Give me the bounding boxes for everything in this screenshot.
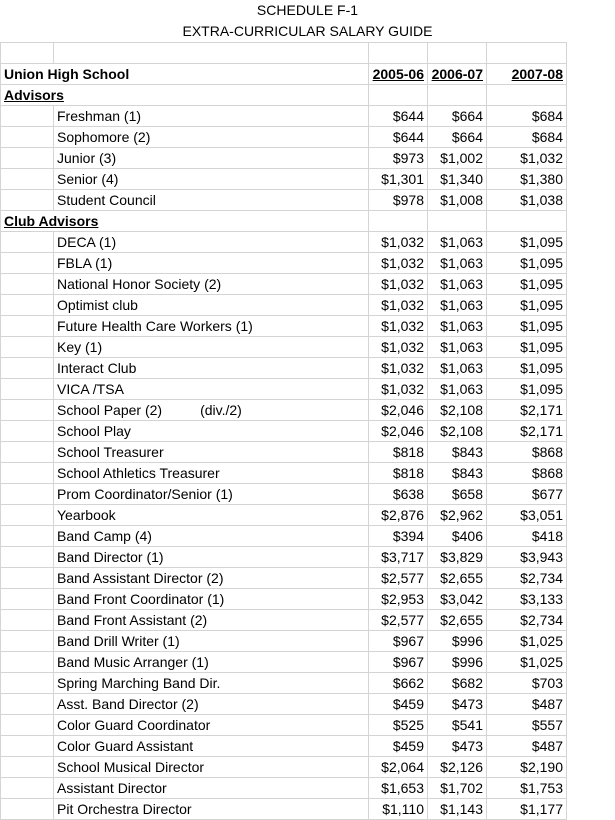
salary-value[interactable]: $684: [487, 106, 567, 127]
position-label[interactable]: [54, 295, 369, 316]
table-row: [1, 253, 567, 274]
salary-value[interactable]: $818: [369, 442, 428, 463]
salary-value[interactable]: $2,064: [369, 757, 428, 778]
year-header[interactable]: 2005-06: [369, 64, 428, 85]
salary-value[interactable]: $418: [487, 526, 567, 547]
position-label[interactable]: [54, 631, 369, 652]
salary-value[interactable]: $967: [369, 652, 428, 673]
position-label[interactable]: [54, 337, 369, 358]
salary-value[interactable]: $1,653: [369, 778, 428, 799]
cell[interactable]: [1, 337, 54, 358]
salary-value[interactable]: $1,025: [487, 652, 567, 673]
position-label[interactable]: [54, 379, 369, 400]
salary-value[interactable]: $473: [428, 736, 487, 757]
salary-value[interactable]: $1,143: [428, 799, 487, 820]
position-label[interactable]: [54, 736, 369, 757]
table-row: [1, 463, 567, 484]
salary-value[interactable]: $2,171: [487, 400, 567, 421]
salary-value[interactable]: $3,829: [428, 547, 487, 568]
schedule-title: SCHEDULE F-1: [256, 2, 359, 18]
cell[interactable]: [1, 442, 54, 463]
salary-value[interactable]: $406: [428, 526, 487, 547]
salary-value[interactable]: $1,063: [428, 316, 487, 337]
position-label[interactable]: [54, 505, 369, 526]
salary-value[interactable]: $1,095: [487, 274, 567, 295]
schedule-subtitle: EXTRA-CURRICULAR SALARY GUIDE: [182, 23, 433, 39]
table-row: [1, 757, 567, 778]
table-row: [1, 400, 567, 421]
position-name: Student Council: [57, 192, 156, 208]
salary-value[interactable]: $1,032: [487, 148, 567, 169]
position-label[interactable]: [54, 421, 369, 442]
salary-value[interactable]: $967: [369, 631, 428, 652]
salary-value[interactable]: $868: [487, 442, 567, 463]
position-name: School Paper (2): [57, 402, 163, 418]
table-row: [1, 442, 567, 463]
salary-value[interactable]: $2,171: [487, 421, 567, 442]
position-name: Color Guard Coordinator: [57, 717, 211, 733]
salary-value[interactable]: $658: [428, 484, 487, 505]
cell[interactable]: [1, 358, 54, 379]
salary-value[interactable]: $3,943: [487, 547, 567, 568]
cell[interactable]: [1, 505, 54, 526]
position-label[interactable]: [54, 547, 369, 568]
salary-value[interactable]: $1,063: [428, 358, 487, 379]
salary-value[interactable]: $1,177: [487, 799, 567, 820]
cell[interactable]: [1, 484, 54, 505]
position-name: Sophomore (2): [57, 129, 151, 145]
cell[interactable]: [1, 295, 54, 316]
table-row: [1, 589, 567, 610]
cell[interactable]: [1, 736, 54, 757]
salary-value[interactable]: $843: [428, 442, 487, 463]
cell[interactable]: [1, 631, 54, 652]
cell[interactable]: [1, 547, 54, 568]
salary-value[interactable]: $2,577: [369, 610, 428, 631]
salary-value[interactable]: $525: [369, 715, 428, 736]
position-label[interactable]: [54, 778, 369, 799]
salary-value[interactable]: $2,876: [369, 505, 428, 526]
position-name: Future Health Care Workers (1): [57, 318, 253, 334]
salary-value[interactable]: $1,702: [428, 778, 487, 799]
salary-value[interactable]: $868: [487, 463, 567, 484]
cell[interactable]: [1, 274, 54, 295]
table-row: [1, 337, 567, 358]
salary-value[interactable]: $996: [428, 631, 487, 652]
salary-value[interactable]: $1,301: [369, 169, 428, 190]
cell[interactable]: [428, 211, 487, 232]
section-title[interactable]: Club Advisors: [1, 211, 369, 232]
salary-value[interactable]: $2,655: [428, 568, 487, 589]
position-name: Asst. Band Director (2): [57, 696, 199, 712]
cell[interactable]: [1, 169, 54, 190]
salary-value[interactable]: $1,008: [428, 190, 487, 211]
salary-value[interactable]: $473: [428, 694, 487, 715]
section-header-row: [1, 85, 567, 106]
salary-value[interactable]: $3,051: [487, 505, 567, 526]
table-row: [1, 547, 567, 568]
cell[interactable]: [1, 379, 54, 400]
salary-value[interactable]: $1,032: [369, 379, 428, 400]
salary-value[interactable]: $3,717: [369, 547, 428, 568]
salary-value[interactable]: $1,095: [487, 358, 567, 379]
cell[interactable]: [487, 85, 567, 106]
salary-value[interactable]: $1,110: [369, 799, 428, 820]
salary-value[interactable]: $1,032: [369, 337, 428, 358]
salary-value[interactable]: $459: [369, 694, 428, 715]
cell[interactable]: [54, 43, 369, 64]
cell[interactable]: [369, 43, 428, 64]
position-label[interactable]: [54, 106, 369, 127]
salary-value[interactable]: $1,032: [369, 316, 428, 337]
position-label[interactable]: [54, 358, 369, 379]
salary-value[interactable]: $1,095: [487, 379, 567, 400]
table-row: [1, 568, 567, 589]
cell[interactable]: [1, 652, 54, 673]
position-name: School Musical Director: [57, 759, 205, 775]
cell[interactable]: [1, 799, 54, 820]
cell[interactable]: [1, 253, 54, 274]
table-row: [1, 736, 567, 757]
position-name: Optimist club: [57, 297, 138, 313]
salary-value[interactable]: $541: [428, 715, 487, 736]
salary-value[interactable]: $843: [428, 463, 487, 484]
salary-value[interactable]: $1,340: [428, 169, 487, 190]
position-label[interactable]: [54, 232, 369, 253]
salary-value[interactable]: $1,063: [428, 274, 487, 295]
table-row: [1, 652, 567, 673]
cell[interactable]: [487, 211, 567, 232]
position-label[interactable]: [54, 652, 369, 673]
position-label[interactable]: [54, 694, 369, 715]
position-label[interactable]: [54, 442, 369, 463]
salary-value[interactable]: $2,734: [487, 610, 567, 631]
position-label[interactable]: [54, 253, 369, 274]
table-row: [1, 358, 567, 379]
cell[interactable]: [1, 43, 54, 64]
salary-value[interactable]: $2,190: [487, 757, 567, 778]
position-name: Band Camp (4): [57, 528, 152, 544]
cell[interactable]: [1, 463, 54, 484]
table-row: [1, 232, 567, 253]
salary-value[interactable]: $1,063: [428, 232, 487, 253]
position-label[interactable]: [54, 757, 369, 778]
cell[interactable]: [1, 400, 54, 421]
salary-value[interactable]: $2,046: [369, 421, 428, 442]
position-name: Band Front Assistant (2): [57, 612, 208, 628]
position-name: School Treasurer: [57, 444, 164, 460]
salary-value[interactable]: $1,063: [428, 379, 487, 400]
position-label[interactable]: [54, 484, 369, 505]
table-row: [1, 715, 567, 736]
salary-value[interactable]: $818: [369, 463, 428, 484]
salary-value[interactable]: $644: [369, 127, 428, 148]
salary-value[interactable]: $664: [428, 106, 487, 127]
cell[interactable]: [1, 694, 54, 715]
position-name: School Athletics Treasurer: [57, 465, 220, 481]
position-name: Yearbook: [57, 507, 116, 523]
position-label[interactable]: [54, 526, 369, 547]
position-label[interactable]: [54, 463, 369, 484]
salary-value[interactable]: $1,063: [428, 253, 487, 274]
position-name: DECA (1): [57, 234, 117, 250]
salary-value[interactable]: $996: [428, 652, 487, 673]
position-name: Band Assistant Director (2): [57, 570, 224, 586]
year-header[interactable]: 2006-07: [428, 64, 487, 85]
cell[interactable]: [428, 85, 487, 106]
cell[interactable]: [1, 589, 54, 610]
salary-value[interactable]: $684: [487, 127, 567, 148]
salary-value[interactable]: $1,095: [487, 253, 567, 274]
table-row: [1, 505, 567, 526]
table-row: [1, 274, 567, 295]
table-row: [1, 316, 567, 337]
salary-value[interactable]: $1,095: [487, 316, 567, 337]
salary-value[interactable]: $2,108: [428, 421, 487, 442]
blank-row: [1, 43, 567, 64]
cell[interactable]: [1, 190, 54, 211]
position-name: FBLA (1): [57, 255, 113, 271]
salary-value[interactable]: $2,046: [369, 400, 428, 421]
table-row: [1, 799, 567, 820]
position-name: Senior (4): [57, 171, 119, 187]
header-row: [1, 64, 567, 85]
school-name[interactable]: Union High School: [1, 64, 369, 85]
cell[interactable]: [1, 568, 54, 589]
position-label[interactable]: [54, 400, 369, 421]
position-label[interactable]: [54, 673, 369, 694]
position-label[interactable]: [54, 148, 369, 169]
position-name: Assistant Director: [57, 780, 167, 796]
table-row: [1, 127, 567, 148]
position-name: National Honor Society (2): [57, 276, 222, 292]
table-row: [1, 106, 567, 127]
salary-value[interactable]: $2,655: [428, 610, 487, 631]
salary-value[interactable]: $2,577: [369, 568, 428, 589]
salary-value[interactable]: $644: [369, 106, 428, 127]
salary-value[interactable]: $1,095: [487, 295, 567, 316]
salary-value[interactable]: $2,734: [487, 568, 567, 589]
cell[interactable]: [1, 610, 54, 631]
table-row: [1, 778, 567, 799]
position-name: Band Music Arranger (1): [57, 654, 209, 670]
position-label[interactable]: [54, 190, 369, 211]
salary-value[interactable]: $2,953: [369, 589, 428, 610]
cell[interactable]: [1, 778, 54, 799]
salary-value[interactable]: $1,032: [369, 358, 428, 379]
position-name: Band Front Coordinator (1): [57, 591, 225, 607]
salary-value[interactable]: $1,025: [487, 631, 567, 652]
salary-value[interactable]: $1,095: [487, 232, 567, 253]
position-name: Pit Orchestra Director: [57, 801, 192, 817]
table-row: [1, 631, 567, 652]
position-name: Freshman (1): [57, 108, 142, 124]
cell[interactable]: [1, 715, 54, 736]
salary-value[interactable]: $682: [428, 673, 487, 694]
table-row: [1, 673, 567, 694]
table-row: [1, 295, 567, 316]
salary-value[interactable]: $459: [369, 736, 428, 757]
salary-value[interactable]: $3,042: [428, 589, 487, 610]
salary-value[interactable]: $1,032: [369, 253, 428, 274]
division-note: (div./2): [200, 402, 242, 418]
table-row: [1, 526, 567, 547]
salary-value[interactable]: $1,038: [487, 190, 567, 211]
salary-value[interactable]: $1,032: [369, 274, 428, 295]
table-row: [1, 148, 567, 169]
section-title[interactable]: Advisors: [1, 85, 369, 106]
cell[interactable]: [1, 127, 54, 148]
salary-value[interactable]: $3,133: [487, 589, 567, 610]
salary-value[interactable]: $978: [369, 190, 428, 211]
position-label[interactable]: [54, 715, 369, 736]
position-label[interactable]: [54, 799, 369, 820]
cell[interactable]: [487, 43, 567, 64]
salary-value[interactable]: $703: [487, 673, 567, 694]
cell[interactable]: [369, 85, 428, 106]
salary-value[interactable]: $638: [369, 484, 428, 505]
position-name: Interact Club: [57, 360, 137, 376]
position-name: Key (1): [57, 339, 103, 355]
cell[interactable]: [428, 43, 487, 64]
salary-value[interactable]: $394: [369, 526, 428, 547]
position-label[interactable]: [54, 169, 369, 190]
year-header[interactable]: 2007-08: [487, 64, 567, 85]
salary-value[interactable]: $664: [428, 127, 487, 148]
salary-value[interactable]: $1,380: [487, 169, 567, 190]
table-row: [1, 421, 567, 442]
table-row: [1, 169, 567, 190]
salary-value[interactable]: $1,063: [428, 295, 487, 316]
salary-value[interactable]: $677: [487, 484, 567, 505]
position-name: Band Director (1): [57, 549, 164, 565]
cell[interactable]: [1, 316, 54, 337]
salary-value[interactable]: $1,032: [369, 232, 428, 253]
table-row: [1, 190, 567, 211]
position-name: Prom Coordinator/Senior (1): [57, 486, 233, 502]
position-name: VICA /TSA: [57, 381, 124, 397]
salary-value[interactable]: $1,095: [487, 337, 567, 358]
position-name: School Play: [57, 423, 131, 439]
salary-value[interactable]: $1,002: [428, 148, 487, 169]
cell[interactable]: [369, 211, 428, 232]
cell[interactable]: [1, 673, 54, 694]
table-row: [1, 379, 567, 400]
position-label[interactable]: [54, 568, 369, 589]
position-name: Junior (3): [57, 150, 117, 166]
table-row: [1, 610, 567, 631]
salary-value[interactable]: $2,962: [428, 505, 487, 526]
position-label[interactable]: [54, 127, 369, 148]
table-row: [1, 484, 567, 505]
salary-value[interactable]: $2,108: [428, 400, 487, 421]
position-label[interactable]: [54, 316, 369, 337]
salary-table: [0, 42, 567, 820]
cell[interactable]: [1, 757, 54, 778]
table-row: [1, 694, 567, 715]
position-name: Color Guard Assistant: [57, 738, 194, 754]
salary-value[interactable]: $557: [487, 715, 567, 736]
position-label[interactable]: [54, 610, 369, 631]
salary-value[interactable]: $973: [369, 148, 428, 169]
salary-value[interactable]: $2,126: [428, 757, 487, 778]
cell[interactable]: [1, 526, 54, 547]
position-name: Band Drill Writer (1): [57, 633, 180, 649]
salary-value[interactable]: $1,032: [369, 295, 428, 316]
cell[interactable]: [1, 148, 54, 169]
salary-value[interactable]: $487: [487, 694, 567, 715]
salary-value[interactable]: $1,063: [428, 337, 487, 358]
position-label[interactable]: [54, 589, 369, 610]
cell[interactable]: [1, 106, 54, 127]
salary-value[interactable]: $662: [369, 673, 428, 694]
cell[interactable]: [1, 232, 54, 253]
salary-value[interactable]: $1,753: [487, 778, 567, 799]
position-name: Spring Marching Band Dir.: [57, 675, 221, 691]
salary-value[interactable]: $487: [487, 736, 567, 757]
cell[interactable]: [1, 421, 54, 442]
position-label[interactable]: [54, 274, 369, 295]
section-header-row: [1, 211, 567, 232]
